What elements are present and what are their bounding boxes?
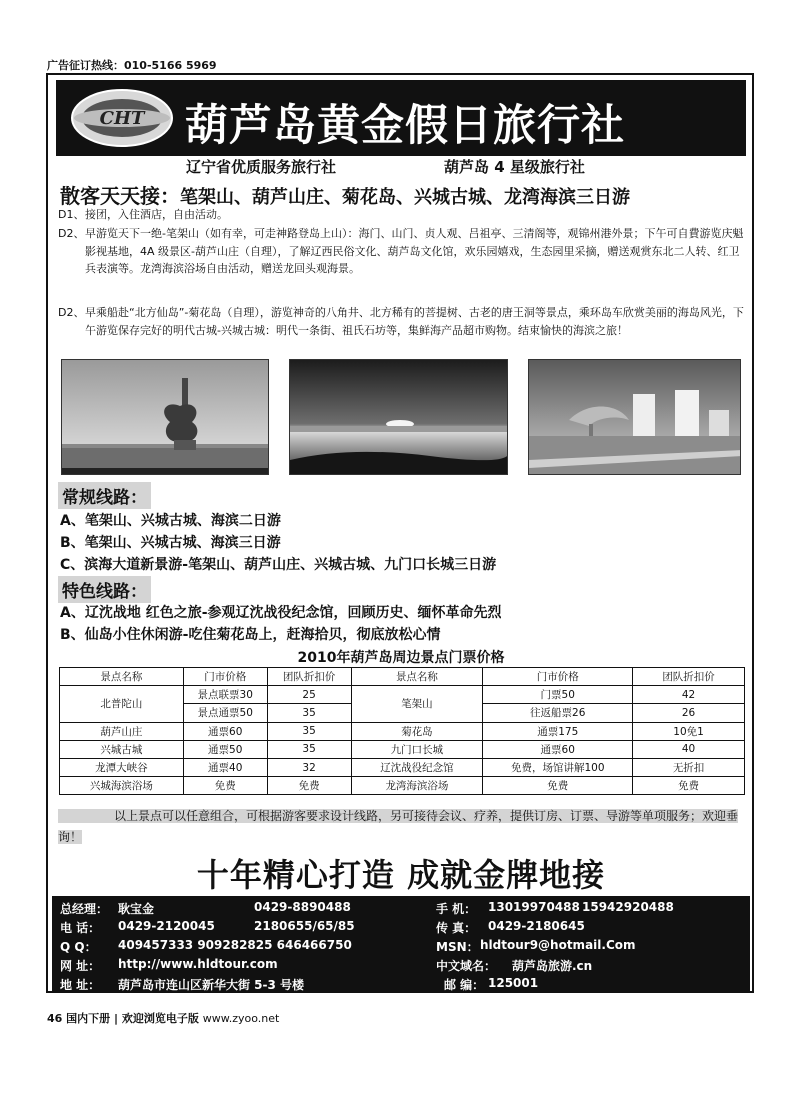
table-header-row [60,668,745,686]
day-text: 早游览天下一绝-笔架山（如有幸，可走神路登岛上山）：海门、山门、贞人观、吕祖亭、三清阁等，观锦州港外景；下午可自費游览庆魁影视基地，4A 级景区-葫芦山庄（自理），了解辽西民俗文化、葫芦岛文化馆，欢乐园嬉戏，生态园里采摘，赠送观赏东北二人转、红卫兵表演等。龙湾海滨浴场自由活动，赠送龙回头观海景。 [85,227,744,275]
msn-address[interactable]: hldtour9@hotmail.Com [480,938,636,952]
tel-1: 0429-2120045 [118,919,215,933]
contact-panel [52,896,750,993]
fax-number: 0429-2180645 [488,919,585,933]
table-cell: 葫芦山庄 [60,722,184,740]
day-label: D2、 [58,306,85,319]
day-label: D2、 [58,227,85,240]
day-label: D1、 [58,208,85,221]
manager-label: 总经理： [60,902,109,916]
logo-text: CHT [99,108,145,129]
itinerary-day-1 [58,206,748,224]
table-row [60,722,745,740]
regular-route-c: C、滨海大道新景游-笔架山、葫芦山庄、兴城古城、九门口长城三日游 [60,557,497,573]
itinerary-day-2 [58,225,748,278]
address: 葫芦岛市连山区新华大街 5-3 号楼 [118,978,305,992]
regular-route-b: B、笔架山、兴城古城、海滨三日游 [60,535,281,551]
zip-label: 邮 编： [444,978,485,992]
table-cell: 门票50 [483,686,633,704]
agency-name: 葫芦岛黄金假日旅行社 [185,101,625,151]
table-cell: 免费，场馆讲解100 [483,758,633,776]
subtitle-star-rating: 葫芦岛 4 星级旅行社 [444,158,585,176]
table-cell: 35 [267,704,351,722]
table-row [60,758,745,776]
table-header: 门市价格 [183,668,267,686]
table-cell: 笔架山 [351,686,483,722]
qq-label: Q Q： [60,940,97,954]
msn-label: MSN： [436,940,479,954]
table-cell: 北普陀山 [60,686,184,722]
agency-logo [70,87,174,149]
cn-domain-label: 中文域名： [436,959,497,973]
day-text: 接团，入住酒店，自由活动。 [85,208,228,221]
table-cell: 通票175 [483,722,633,740]
table-header: 景点名称 [351,668,483,686]
table-cell: 40 [633,740,745,758]
ad-hotline: 广告征订热线：010-5166 5969 [47,59,217,72]
regular-route-a: A、笔架山、兴城古城、海滨二日游 [60,513,281,529]
special-route-a: A、辽沈战地 红色之旅-参观辽沈战役纪念馆，回顾历史、缅怀革命先烈 [60,605,502,621]
photo-city-dolphin [528,359,741,475]
tel-2: 2180655/65/85 [254,919,355,933]
table-header: 门市价格 [483,668,633,686]
table-row [60,777,745,795]
cn-domain[interactable]: 葫芦岛旅游.cn [512,959,593,973]
table-cell: 通票60 [483,740,633,758]
table-cell: 35 [267,740,351,758]
service-note [58,806,742,848]
daily-tour-heading [60,180,630,209]
itinerary-day-3 [58,304,748,339]
service-note-text: 以上景点可以任意组合，可根据游客要求设计线路，另可接待会议、疗养，提供订房、订票、导游等单项服务；欢迎垂询！ [58,809,739,844]
table-cell: 25 [267,686,351,704]
photo-guitar-sculpture [61,359,269,475]
daily-tour-routes: 笔架山、葫芦山庄、菊花岛、兴城古城、龙湾海滨三日游 [180,187,630,208]
table-cell: 辽沈战役纪念馆 [351,758,483,776]
table-cell: 景点通票50 [183,704,267,722]
footer-site-link[interactable]: www.zyoo.net [202,1012,280,1025]
table-row [60,740,745,758]
page-footer [47,1010,279,1026]
table-cell: 无折扣 [633,758,745,776]
web-label: 网 址： [60,959,101,973]
slogan: 十年精心打造 成就金牌地接 [196,856,606,894]
table-cell: 通票40 [183,758,267,776]
table-cell: 10免1 [633,722,745,740]
table-cell: 26 [633,704,745,722]
manager-name: 耿宝金 [118,902,155,916]
table-row [60,686,745,704]
table-cell: 兴城海滨浴场 [60,777,184,795]
mobile-2: 15942920488 [582,900,674,914]
table-header: 团队折扣价 [267,668,351,686]
photo-sea-sunset [289,359,508,475]
footer-divider: | [114,1012,119,1025]
table-cell: 兴城古城 [60,740,184,758]
table-cell: 32 [267,758,351,776]
table-cell: 42 [633,686,745,704]
footer-slogan: 欢迎浏览电子版 [121,1012,199,1025]
mobile-1: 13019970488 [488,900,580,914]
table-cell: 免费 [267,777,351,795]
table-cell: 35 [267,722,351,740]
table-cell: 通票60 [183,722,267,740]
table-cell: 免费 [183,777,267,795]
qq-numbers: 409457333 909282825 646466750 [118,938,352,952]
table-cell: 菊花岛 [351,722,483,740]
special-routes-heading: 特色线路： [58,576,151,603]
table-cell: 景点联票30 [183,686,267,704]
table-cell: 九门口长城 [351,740,483,758]
tel-label: 电 话： [60,921,101,935]
table-header: 团队折扣价 [633,668,745,686]
special-route-b: B、仙岛小住休闲游-吃住菊花岛上，赶海拾贝，彻底放松心情 [60,627,441,643]
address-label: 地 址： [60,978,101,992]
footer-section: 国内下册 [66,1012,111,1025]
price-table-title: 2010年葫芦岛周边景点门票价格 [297,650,505,666]
table-cell: 龙湾海滨浴场 [351,777,483,795]
table-cell: 龙潭大峡谷 [60,758,184,776]
table-cell: 免费 [483,777,633,795]
page-number: 46 [47,1012,63,1025]
regular-routes-heading: 常规线路： [58,482,151,509]
day-text: 早乘船赴“北方仙岛”-菊花岛（自理），游览神奇的八角井、北方稀有的菩提树、古老的唐王洞等景点，乘环岛车欣赏美丽的海岛风光，下午游览保存完好的明代古城-兴城古城：明代一条街、祖氏石坊等，集鲜海产品超市购物。结束愉快的海滨之旅！ [85,306,744,337]
table-header: 景点名称 [60,668,184,686]
ticket-price-table [59,667,745,795]
daily-tour-label: 散客天天接： [60,184,180,208]
mobile-label: 手 机： [436,902,477,916]
subtitle-quality: 辽宁省优质服务旅行社 [186,158,337,176]
website-link[interactable]: http://www.hldtour.com [118,957,278,971]
table-cell: 往返船票26 [483,704,633,722]
table-cell: 通票50 [183,740,267,758]
fax-label: 传 真： [436,921,477,935]
manager-phone: 0429-8890488 [254,900,351,914]
table-cell: 免费 [633,777,745,795]
zip-code: 125001 [488,976,539,990]
